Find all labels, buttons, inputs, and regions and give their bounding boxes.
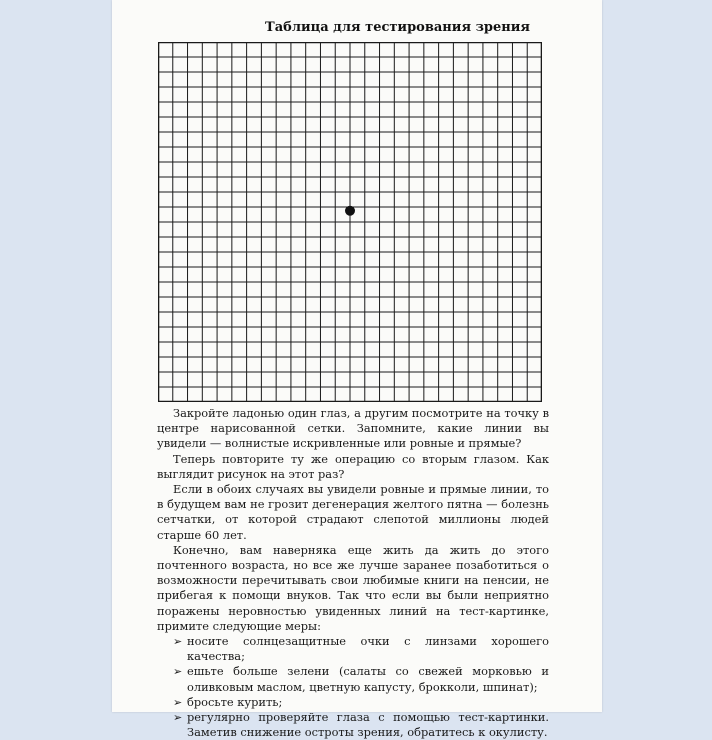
list-item <box>173 634 549 664</box>
book-page <box>112 0 602 740</box>
paragraph: Если в обоих случаях вы увидели ровные и прямые линии, то в будущем вам не грозит дегенерация желтого пятна — болезнь сетчатки, от которой страдают слепотой миллионы людей старше 60 лет. <box>157 482 549 542</box>
center-fixation-dot <box>345 206 355 216</box>
body-text <box>157 406 549 740</box>
page-title: Таблица для тестирования зрения <box>265 20 530 35</box>
amsler-grid <box>158 42 542 402</box>
grid-lines <box>158 42 542 402</box>
list-item <box>173 664 549 694</box>
paragraph: Теперь повторите ту же операцию со вторым глазом. Как выглядит рисунок на этот раз? <box>157 451 549 481</box>
list-item-text: регулярно проверяйте глаза с помощью тест-картинки. Заметив снижение остроты зрения, обратитесь к окулисту. <box>187 710 549 740</box>
list-item-text: носите солнцезащитные очки с линзами хорошего качества; <box>187 634 549 664</box>
list-item <box>173 695 549 710</box>
list-item <box>173 710 549 740</box>
arrow-bullet-icon: ➢ <box>173 695 183 709</box>
arrow-bullet-icon: ➢ <box>173 711 183 725</box>
arrow-bullet-icon: ➢ <box>173 635 183 649</box>
paragraph: Конечно, вам наверняка еще жить да жить до этого почтенного возраста, но все же лучше заранее позаботиться о возможности перечитывать свои любимые книги на пенсии, не прибегая к помощи внуков. Так что если вы были неприятно поражены неровностью увиденных линий на тест-картинке, примите следующие меры: <box>157 542 549 633</box>
list-item-text: ешьте больше зелени (салаты со свежей морковью и оливковым маслом, цветную капусту, брокколи, шпинат); <box>187 664 549 694</box>
list-item-text: бросьте курить; <box>187 694 283 709</box>
recommendation-list <box>157 634 549 740</box>
paragraph: Закройте ладонью один глаз, а другим посмотрите на точку в центре нарисованной сетки. Запомните, какие линии вы увидели — волнистые искривленные или ровные и прямые? <box>157 406 549 451</box>
arrow-bullet-icon: ➢ <box>173 665 183 679</box>
